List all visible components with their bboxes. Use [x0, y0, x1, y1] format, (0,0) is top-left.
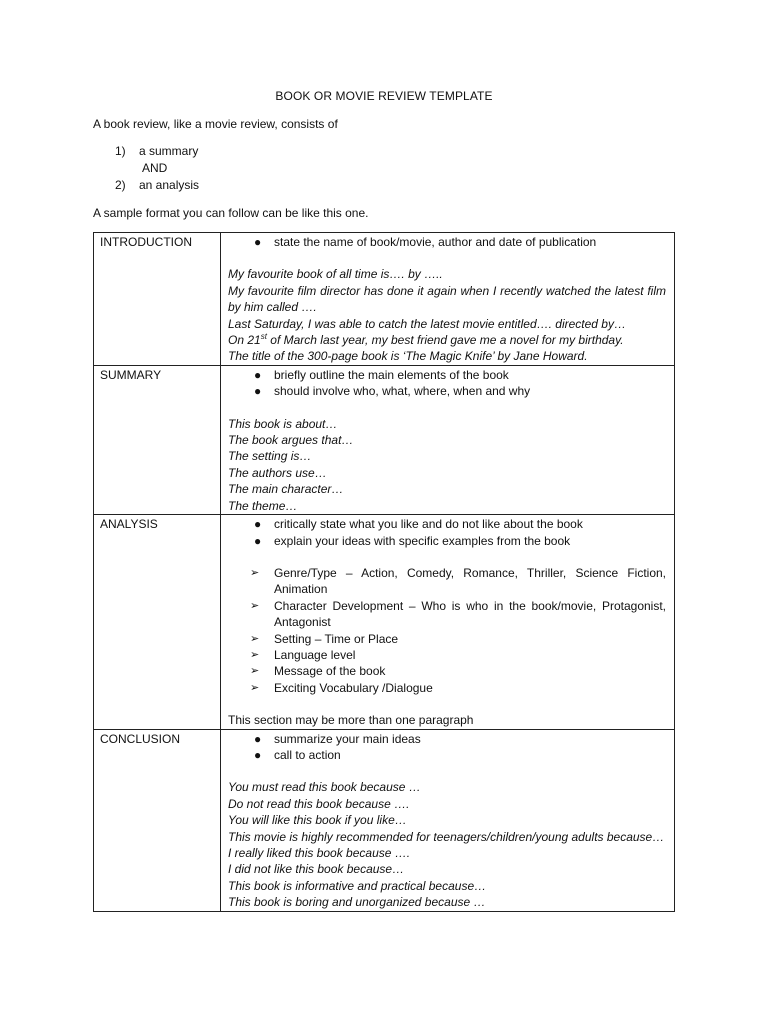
example-line-birthday: On 21st of March last year, my best friend gave me a novel for my birthday.	[228, 332, 624, 348]
table-row	[94, 233, 675, 366]
arrow-text: Character Development – Who is who in the book/movie, Protagonist, Antagonist	[274, 598, 666, 630]
list-item	[115, 144, 198, 158]
list-text: an analysis	[139, 178, 200, 192]
arrow-list	[228, 565, 666, 696]
arrowhead-icon: ➢	[250, 599, 260, 612]
document-title: BOOK OR MOVIE REVIEW TEMPLATE	[275, 89, 493, 103]
arrow-text: Language level	[274, 647, 356, 662]
bullet-icon: ●	[254, 517, 262, 532]
bullet-text: state the name of book/movie, author and date of publication	[274, 235, 597, 249]
bullet-item	[228, 383, 666, 399]
bullet-icon: ●	[254, 367, 262, 382]
bullet-item	[228, 731, 666, 747]
bullet-text: summarize your main ideas	[274, 731, 421, 746]
example-line: My favourite book of all time is…. by …..	[228, 267, 443, 282]
spacer	[228, 250, 666, 266]
example-line: The main character…	[228, 482, 344, 497]
bullet-icon: ●	[254, 235, 262, 249]
row-content	[221, 729, 675, 911]
arrowhead-icon: ➢	[250, 681, 260, 694]
table-row	[94, 729, 675, 911]
example-line: Do not read this book because ….	[228, 796, 410, 811]
analysis-note: This section may be more than one paragraph	[228, 713, 474, 728]
example-line: Last Saturday, I was able to catch the latest movie entitled…. directed by…	[228, 316, 626, 331]
sample-text: A sample format you can follow can be like this one.	[93, 206, 369, 220]
example-line: The setting is…	[228, 449, 312, 464]
bullet-text: call to action	[274, 747, 341, 762]
row-content	[221, 515, 675, 729]
example-line: You will like this book if you like…	[228, 813, 407, 828]
arrow-item	[228, 565, 666, 598]
arrow-item	[228, 647, 666, 663]
spacer	[228, 400, 666, 416]
bullet-item	[228, 533, 666, 549]
bullet-text: explain your ideas with specific examples from the book	[274, 533, 571, 548]
bullet-text: briefly outline the main elements of the book	[274, 367, 509, 382]
example-line: You must read this book because …	[228, 780, 421, 795]
bullet-list	[228, 731, 666, 764]
arrow-item	[228, 631, 666, 647]
bullet-icon: ●	[254, 731, 262, 746]
example-line: This book is informative and practical because…	[228, 878, 487, 893]
arrow-text: Genre/Type – Action, Comedy, Romance, Thriller, Science Fiction, Animation	[274, 565, 666, 597]
arrowhead-icon: ➢	[250, 648, 260, 661]
arrowhead-icon: ➢	[250, 665, 260, 678]
bullet-item	[228, 234, 666, 250]
arrow-item	[228, 663, 666, 679]
bullet-list	[228, 367, 666, 400]
row-content	[221, 233, 675, 366]
intro-text: A book review, like a movie review, consists of	[93, 117, 338, 131]
row-label: CONCLUSION	[94, 729, 221, 911]
example-line: The title of the 300-page book is ‘The Magic Knife’ by Jane Howard.	[228, 349, 588, 364]
arrowhead-icon: ➢	[250, 566, 260, 579]
arrow-text: Exciting Vocabulary /Dialogue	[274, 680, 433, 695]
list-number: 2)	[115, 178, 126, 192]
bullet-icon: ●	[254, 747, 262, 762]
bullet-list	[228, 234, 666, 250]
example-line: The book argues that…	[228, 433, 354, 448]
table-row	[94, 515, 675, 729]
row-content	[221, 365, 675, 514]
arrow-item	[228, 680, 666, 696]
review-template-table	[93, 232, 675, 912]
bullet-text: should involve who, what, where, when and why	[274, 384, 531, 399]
row-label: INTRODUCTION	[94, 233, 221, 366]
example-line: My favourite film director has done it again when I recently watched the latest film by him called ….	[228, 283, 666, 315]
row-label: ANALYSIS	[94, 515, 221, 729]
arrow-text: Setting – Time or Place	[274, 631, 399, 646]
arrow-item	[228, 598, 666, 631]
bullet-item	[228, 747, 666, 763]
row-label: SUMMARY	[94, 365, 221, 514]
example-line: This book is about…	[228, 416, 338, 431]
bullet-item	[228, 516, 666, 532]
spacer	[228, 696, 666, 712]
list-number: 1)	[115, 144, 126, 158]
and-text: AND	[142, 161, 168, 175]
example-line: The theme…	[228, 498, 298, 513]
bullet-list	[228, 516, 666, 549]
bullet-icon: ●	[254, 384, 262, 399]
example-line: I really liked this book because ….	[228, 846, 411, 860]
arrowhead-icon: ➢	[250, 632, 260, 645]
list-item	[115, 178, 199, 192]
spacer	[228, 763, 666, 779]
bullet-item	[228, 367, 666, 383]
example-line: This book is boring and unorganized because …	[228, 895, 486, 910]
example-line: This movie is highly recommended for teenagers/children/young adults because…	[228, 829, 665, 844]
table-row	[94, 365, 675, 514]
arrow-text: Message of the book	[274, 664, 386, 679]
bullet-icon: ●	[254, 533, 262, 548]
bullet-text: critically state what you like and do not like about the book	[274, 517, 583, 532]
example-line: I did not like this book because…	[228, 862, 405, 877]
example-line: The authors use…	[228, 465, 327, 480]
spacer	[228, 549, 666, 565]
list-text: a summary	[139, 144, 199, 158]
